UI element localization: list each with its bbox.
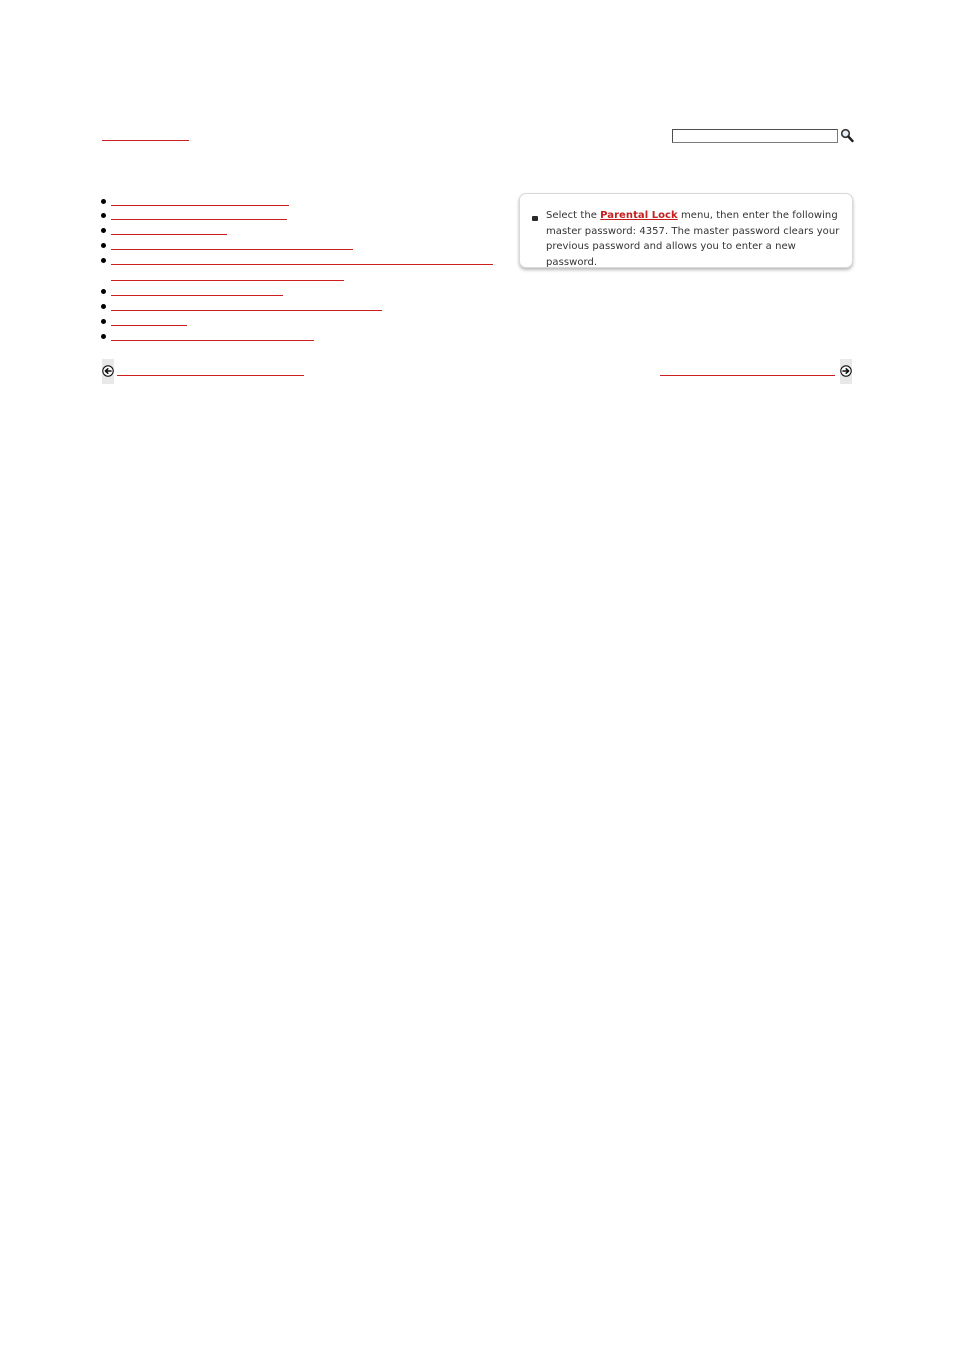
- note-text: [546, 208, 846, 270]
- list-link[interactable]: [111, 340, 314, 341]
- next-page-link[interactable]: [660, 375, 835, 376]
- bullet-icon: [101, 319, 106, 324]
- list-link[interactable]: [111, 205, 289, 206]
- list-link[interactable]: [111, 249, 353, 250]
- list-link[interactable]: [111, 325, 187, 326]
- list-link[interactable]: [111, 310, 382, 311]
- previous-page-button[interactable]: [102, 359, 114, 384]
- arrow-left-circle-icon: [102, 365, 114, 377]
- header-link[interactable]: [102, 140, 189, 141]
- magnifier-icon: [840, 128, 854, 143]
- bullet-icon: [101, 243, 106, 248]
- list-link[interactable]: [111, 219, 287, 220]
- bullet-icon: [101, 289, 106, 294]
- list-link[interactable]: [111, 264, 493, 265]
- previous-page-link[interactable]: [117, 375, 304, 376]
- bullet-icon: [101, 199, 106, 204]
- note-box: [519, 193, 853, 268]
- bullet-icon: [101, 258, 106, 263]
- note-bullet-icon: [532, 216, 538, 221]
- bullet-icon: [101, 228, 106, 233]
- list-link[interactable]: [111, 234, 227, 235]
- bullet-icon: [101, 213, 106, 218]
- list-link[interactable]: [111, 295, 283, 296]
- note-text-start: Select the: [546, 210, 601, 221]
- note-text-end: menu, then enter the following master password: 4357. The master password clears your previous password and allows you to enter a new password.: [546, 210, 840, 268]
- bullet-icon: [101, 304, 106, 309]
- next-page-button[interactable]: [840, 359, 852, 384]
- search-button[interactable]: [840, 128, 854, 143]
- parental-lock-link[interactable]: Parental Lock: [600, 210, 678, 221]
- bullet-icon: [101, 334, 106, 339]
- list-link-continuation[interactable]: [111, 280, 344, 281]
- search-input[interactable]: [672, 129, 838, 143]
- arrow-right-circle-icon: [840, 365, 852, 377]
